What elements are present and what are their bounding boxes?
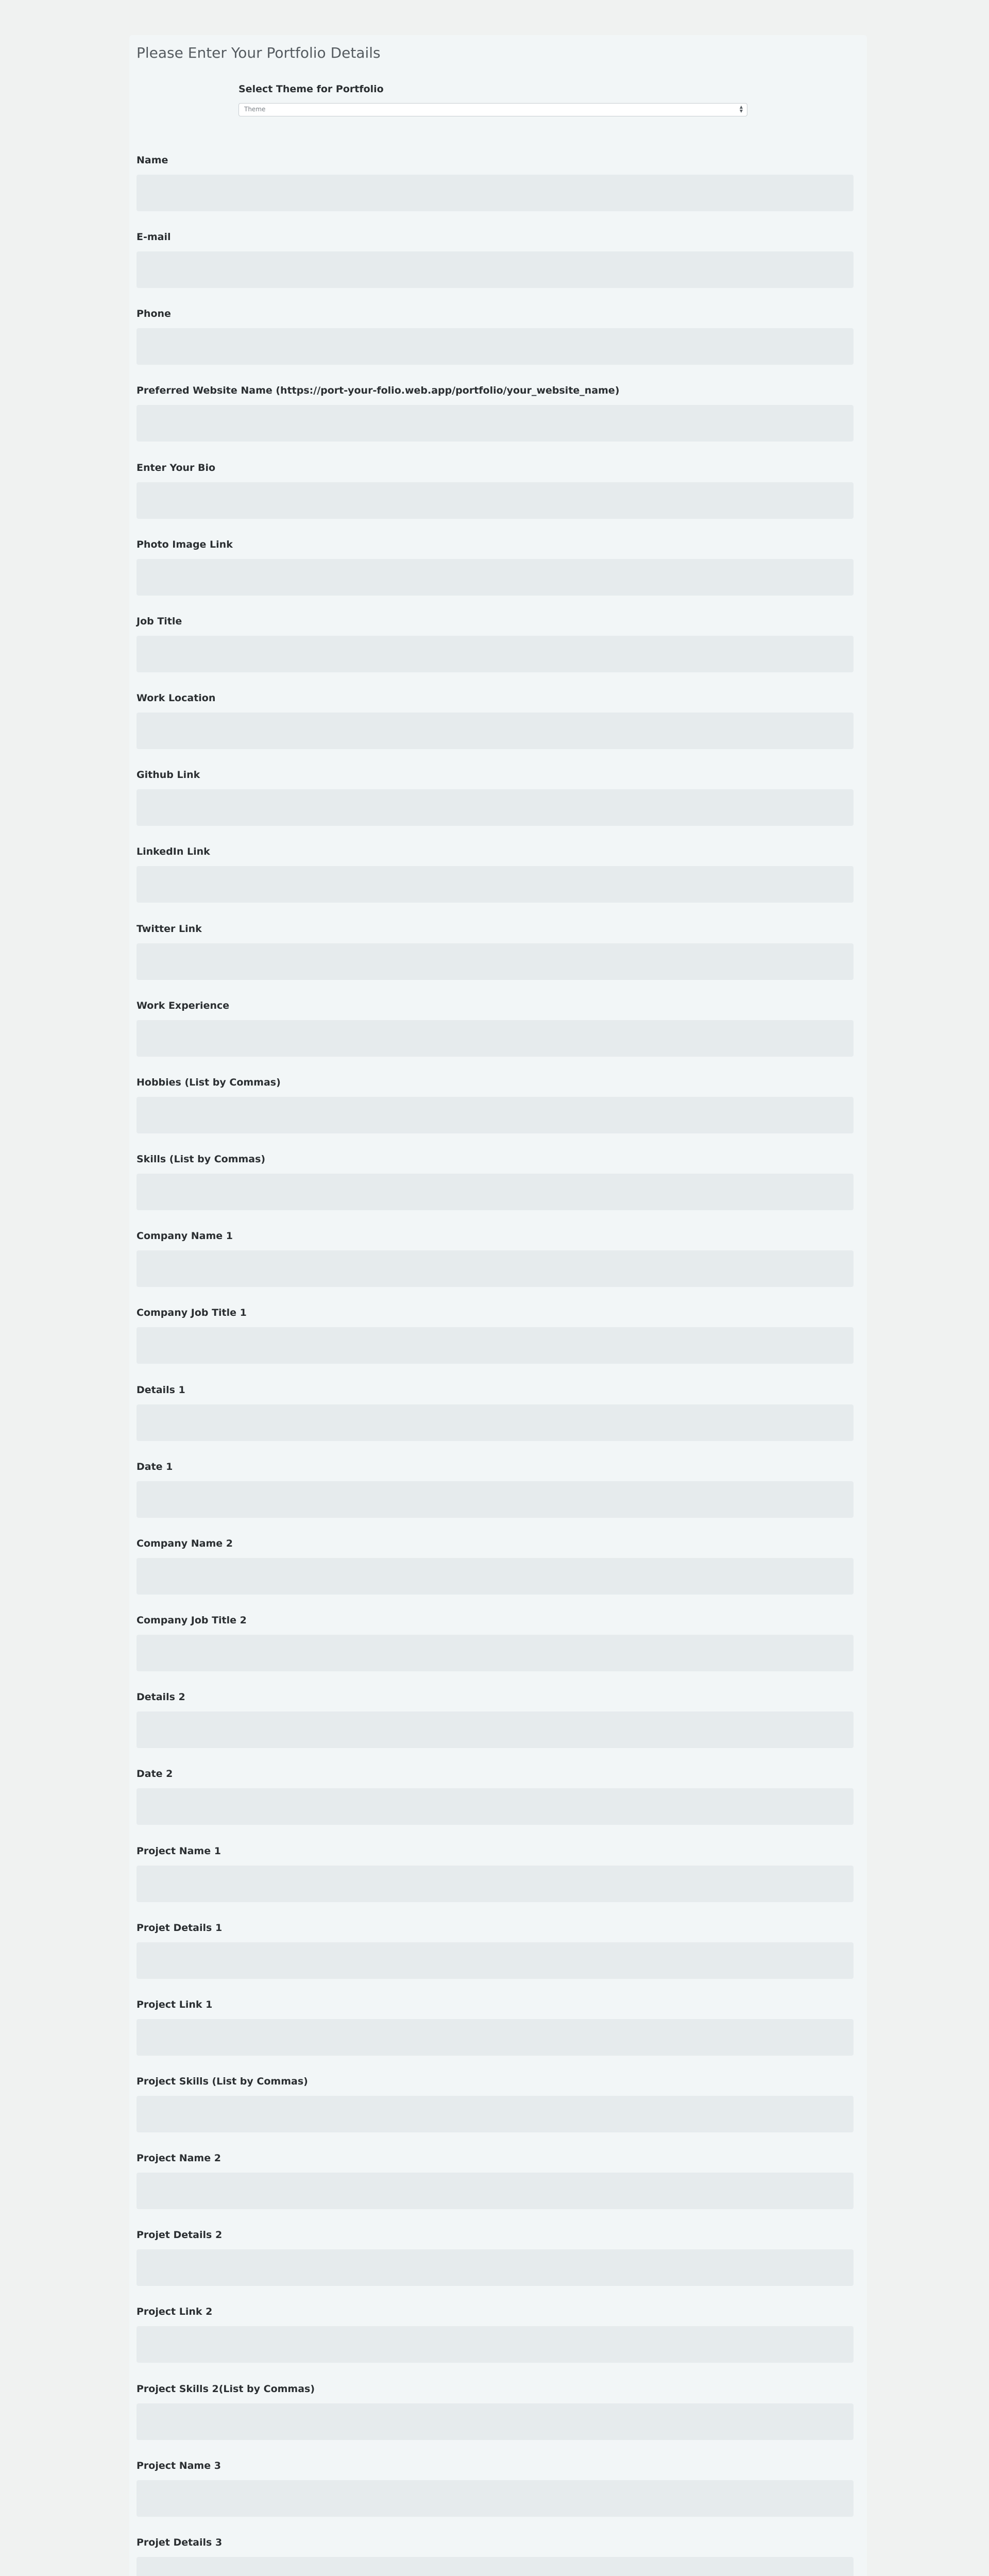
text-input[interactable] [137, 1097, 854, 1133]
field-label: Github Link [137, 769, 200, 781]
field-label: Preferred Website Name (https://port-your-folio.web.app/portfolio/your_website_name) [137, 385, 620, 396]
field-label: Work Location [137, 692, 216, 704]
text-input[interactable] [137, 2403, 854, 2440]
field-label: Project Link 2 [137, 2306, 213, 2317]
field-label: Project Skills 2(List by Commas) [137, 2383, 315, 2395]
text-input[interactable] [137, 1711, 854, 1748]
text-input[interactable] [137, 1020, 854, 1057]
text-input[interactable] [137, 1174, 854, 1210]
text-input[interactable] [137, 1404, 854, 1441]
field-label: Projet Details 2 [137, 2229, 223, 2241]
text-input[interactable] [137, 1635, 854, 1671]
text-input[interactable] [137, 789, 854, 826]
text-input[interactable] [137, 1250, 854, 1287]
field-label: Date 1 [137, 1461, 173, 1472]
field-label: Details 2 [137, 1691, 185, 1703]
text-input[interactable] [137, 636, 854, 672]
text-input[interactable] [137, 251, 854, 288]
field-label: Photo Image Link [137, 539, 233, 550]
text-input[interactable] [137, 405, 854, 442]
text-input[interactable] [137, 1558, 854, 1595]
field-label: Project Skills (List by Commas) [137, 2076, 308, 2087]
field-label: Projet Details 1 [137, 1922, 223, 1934]
text-input[interactable] [137, 1327, 854, 1364]
theme-select-label: Select Theme for Portfolio [238, 83, 384, 95]
text-input[interactable] [137, 2480, 854, 2517]
theme-select[interactable] [238, 103, 747, 116]
text-input[interactable] [137, 559, 854, 596]
field-label: Name [137, 155, 168, 166]
portfolio-form-card [129, 35, 867, 2576]
field-label: Company Job Title 1 [137, 1307, 247, 1318]
text-input[interactable] [137, 2249, 854, 2286]
theme-select-value: Theme [244, 106, 266, 113]
text-input[interactable] [137, 175, 854, 211]
field-label: Projet Details 3 [137, 2537, 223, 2548]
field-label: E-mail [137, 231, 171, 243]
text-input[interactable] [137, 713, 854, 749]
field-label: Company Name 1 [137, 1230, 233, 1242]
field-label: Job Title [137, 616, 182, 627]
text-input[interactable] [137, 328, 854, 365]
text-input[interactable] [137, 2557, 854, 2576]
field-label: Company Job Title 2 [137, 1615, 247, 1626]
field-label: Project Name 3 [137, 2460, 221, 2471]
field-label: Project Name 2 [137, 2153, 221, 2164]
text-input[interactable] [137, 1942, 854, 1979]
field-label: Skills (List by Commas) [137, 1154, 266, 1165]
text-input[interactable] [137, 943, 854, 980]
text-input[interactable] [137, 1866, 854, 1902]
field-label: Details 1 [137, 1384, 185, 1396]
select-arrows-icon: ▲ ▼ [739, 105, 743, 113]
text-input[interactable] [137, 1788, 854, 1825]
text-input[interactable] [137, 482, 854, 519]
text-input[interactable] [137, 2096, 854, 2132]
page-title: Please Enter Your Portfolio Details [137, 44, 381, 61]
text-input[interactable] [137, 1481, 854, 1518]
field-label: Phone [137, 308, 171, 319]
text-input[interactable] [137, 2326, 854, 2363]
field-label: Work Experience [137, 1000, 230, 1011]
field-label: Twitter Link [137, 923, 202, 935]
field-label: Project Name 1 [137, 1845, 221, 1857]
field-label: Project Link 1 [137, 1999, 213, 2010]
field-label: LinkedIn Link [137, 846, 210, 857]
field-label: Hobbies (List by Commas) [137, 1077, 281, 1088]
field-label: Enter Your Bio [137, 462, 216, 473]
field-label: Company Name 2 [137, 1538, 233, 1549]
text-input[interactable] [137, 866, 854, 903]
text-input[interactable] [137, 2173, 854, 2209]
text-input[interactable] [137, 2019, 854, 2056]
field-label: Date 2 [137, 1768, 173, 1780]
